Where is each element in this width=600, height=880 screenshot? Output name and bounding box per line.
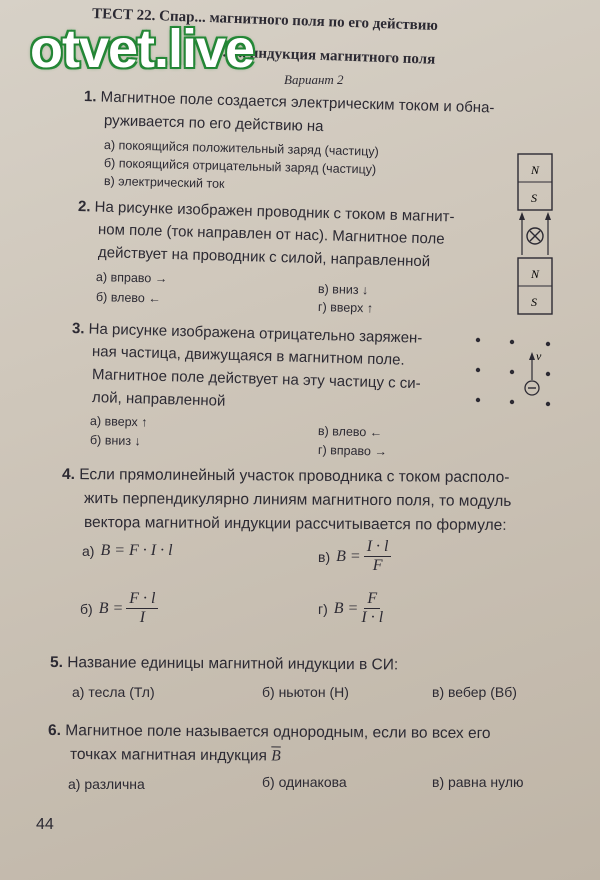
q4-line1	[62, 466, 510, 487]
q4-a-label: а)	[82, 543, 95, 559]
q2-number: 2.	[77, 198, 91, 216]
q4-d-num: F	[364, 590, 380, 609]
field-arrow-left	[519, 212, 525, 220]
q3-text1: На рисунке изображена отрицательно заряжен-	[88, 320, 423, 347]
watermark-logo: otvet.live	[30, 19, 255, 79]
field-dot	[510, 370, 514, 374]
q4-b-den: I	[139, 609, 146, 626]
page-number: 44	[36, 816, 54, 833]
q3-line4: лой, направленной	[91, 389, 226, 410]
q5-text: Название единицы магнитной индукции в СИ:	[67, 654, 399, 674]
q4-c-fraction	[364, 538, 392, 575]
q6-option-b: б) одинакова	[262, 774, 347, 790]
q2-line2: ном поле (ток направлен от нас). Магнитное поле	[97, 221, 445, 248]
q2-option-a: а) вправо →	[95, 270, 168, 286]
q4-option-d	[318, 590, 383, 627]
q3-figure	[470, 330, 570, 410]
test-title-line2: ...ч... индукция магнитного поля	[214, 44, 436, 68]
q2-option-b: б) влево ←	[95, 290, 161, 306]
q6-option-c: в) равна нулю	[432, 774, 524, 790]
q4-line2: жить перпендикулярно линиям магнитного поля, то модуль	[83, 490, 512, 510]
field-arrow-right	[545, 212, 551, 220]
q1-number: 1.	[83, 88, 97, 106]
q3-option-a: а) вверх ↑	[89, 414, 148, 430]
field-dot	[510, 340, 514, 344]
q2-text1: На рисунке изображен проводник с током в магнит-	[94, 198, 455, 226]
q3-option-b: б) вниз ↓	[89, 433, 141, 449]
q4-b-label: б)	[80, 600, 93, 617]
field-dot	[476, 368, 480, 372]
q4-d-fraction	[361, 590, 383, 627]
q5-number: 5.	[49, 654, 64, 672]
q4-b-fraction	[126, 590, 158, 627]
q4-c-den: F	[372, 557, 383, 574]
velocity-arrow-icon	[529, 352, 535, 360]
q5-option-c: в) вебер (Вб)	[432, 684, 517, 700]
q6-line2	[70, 746, 281, 765]
q4-d-label: г)	[318, 600, 328, 617]
test-title-line1: ТЕСТ 22. Спар... магнитного поля по его действию	[91, 5, 439, 35]
q3-number: 3.	[71, 320, 85, 338]
field-dot	[546, 402, 550, 406]
q5-option-b: б) ньютон (Н)	[262, 684, 349, 700]
q4-b-num: F · l	[126, 590, 158, 609]
magnet-top-n: N	[531, 163, 540, 177]
q4-b-lhs: B =	[98, 599, 124, 617]
q4-option-b	[80, 590, 158, 627]
q1-option-c: в) электрический ток	[103, 174, 225, 191]
q2-line3: действует на проводник с силой, направленной	[97, 244, 431, 271]
q6-vector-b: $\overline{B}$	[271, 747, 281, 765]
q6-text2: точках магнитная индукция	[69, 746, 267, 765]
q4-c-lhs: B =	[336, 547, 361, 565]
q1-option-a: а) покоящийся положительный заряд (частицу)	[103, 138, 379, 159]
field-dot	[546, 342, 550, 346]
q5-option-a: а) тесла (Тл)	[72, 684, 155, 700]
q6-line1	[48, 722, 491, 743]
field-dot	[476, 338, 480, 342]
q4-a-formula: B = F · I · l	[100, 542, 173, 559]
variant-label: Вариант 2	[284, 72, 344, 87]
q2-option-c: в) вниз ↓	[317, 282, 369, 298]
q4-d-lhs: B =	[333, 599, 359, 617]
q4-line3: вектора магнитной индукции рассчитывается по формуле:	[83, 514, 507, 534]
q2-figure	[510, 150, 560, 320]
field-dot	[546, 372, 550, 376]
q3-option-c: в) влево ←	[317, 424, 383, 440]
q5-line	[50, 654, 398, 674]
q6-option-a: а) различна	[68, 776, 145, 792]
q1-text1: Магнитное поле создается электрическим током и обна-	[100, 88, 495, 117]
field-dot	[510, 400, 514, 404]
magnet-bottom-n: N	[531, 267, 540, 281]
q4-text1: Если прямолинейный участок проводника с током располо-	[79, 466, 510, 487]
velocity-label: v	[536, 349, 542, 363]
field-dot	[476, 398, 480, 402]
q4-d-den: I · l	[361, 609, 384, 626]
magnet-bottom-s: S	[531, 295, 537, 309]
q4-c-label: в)	[318, 548, 331, 565]
q4-c-num: I · l	[364, 538, 392, 557]
q1-line2: руживается по его действию на	[103, 112, 324, 136]
q3-line2: ная частица, движущаяся в магнитном поле.	[91, 343, 405, 369]
q6-text1: Магнитное поле называется однородным, если во всех его	[65, 722, 491, 743]
q4-number: 4.	[61, 466, 76, 484]
q3-option-d: г) вправо →	[317, 443, 388, 459]
q6-number: 6.	[47, 722, 62, 740]
magnet-top-s: S	[531, 191, 537, 205]
q4-option-c	[318, 538, 391, 575]
q3-line1	[72, 320, 423, 347]
q2-option-d: г) вверх ↑	[317, 300, 374, 316]
q3-line3: Магнитное поле действует на эту частицу с си-	[91, 366, 421, 393]
q4-option-a	[82, 542, 173, 560]
q1-option-b: б) покоящийся отрицательный заряд (частицу)	[103, 156, 377, 177]
